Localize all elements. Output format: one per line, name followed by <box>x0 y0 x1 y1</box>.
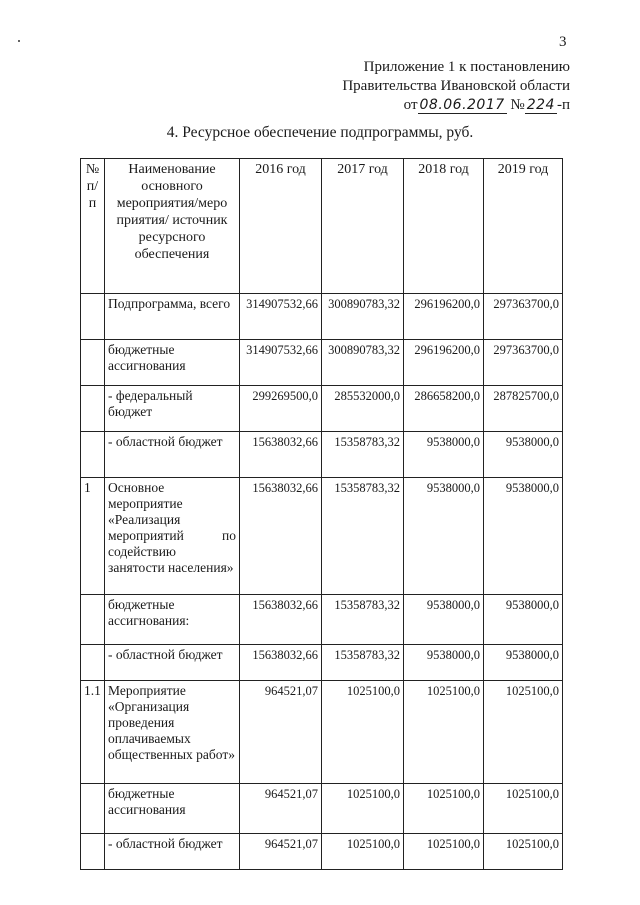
value-2018: 1025100,0 <box>404 681 484 784</box>
value-2019: 9538000,0 <box>484 478 563 595</box>
header-line-2: Правительства Ивановской области <box>342 78 570 94</box>
value-2016: 15638032,66 <box>240 432 322 478</box>
value-2019: 1025100,0 <box>484 834 563 870</box>
value-2018: 1025100,0 <box>404 784 484 834</box>
table-row <box>81 340 563 386</box>
value-2016: 964521,07 <box>240 784 322 834</box>
value-2017: 1025100,0 <box>322 784 404 834</box>
scan-speck <box>18 40 20 42</box>
row-name-part-2: мероприятий по <box>108 528 236 543</box>
header-line-1: Приложение 1 к постановлению <box>363 59 570 75</box>
row-no <box>81 386 105 432</box>
row-name: - областной бюджет <box>105 645 240 681</box>
table-row <box>81 784 563 834</box>
value-2017: 15358783,32 <box>322 645 404 681</box>
table-row <box>81 478 563 595</box>
row-name: бюджетные ассигнования <box>105 340 240 386</box>
row-name: - федеральный бюджет <box>105 386 240 432</box>
header-2018: 2018 год <box>404 159 484 294</box>
value-2019: 1025100,0 <box>484 681 563 784</box>
row-name-part-3: содействию занятости населения» <box>108 544 234 575</box>
value-2019: 297363700,0 <box>484 294 563 340</box>
table-row <box>81 645 563 681</box>
row-name: Подпрограмма, всего <box>105 294 240 340</box>
value-2016: 964521,07 <box>240 681 322 784</box>
section-title: 4. Ресурсное обеспечение подпрограммы, руб. <box>166 124 474 141</box>
value-2016: 15638032,66 <box>240 645 322 681</box>
row-name: Мероприятие «Организация проведения оплачиваемых общественных работ» <box>105 681 240 784</box>
value-2017: 300890783,32 <box>322 340 404 386</box>
value-2019: 1025100,0 <box>484 784 563 834</box>
resource-table <box>80 158 563 870</box>
value-2019: 9538000,0 <box>484 645 563 681</box>
row-name: - областной бюджет <box>105 834 240 870</box>
row-no <box>81 784 105 834</box>
row-no <box>81 294 105 340</box>
value-2017: 15358783,32 <box>322 595 404 645</box>
value-2019: 297363700,0 <box>484 340 563 386</box>
table-row <box>81 681 563 784</box>
value-2016: 15638032,66 <box>240 478 322 595</box>
value-2016: 964521,07 <box>240 834 322 870</box>
row-no <box>81 340 105 386</box>
row-name: бюджетные ассигнования <box>105 784 240 834</box>
value-2016: 314907532,66 <box>240 294 322 340</box>
table-row <box>81 595 563 645</box>
row-name-part-1: Основное мероприятие «Реализация <box>108 480 183 527</box>
value-2019: 9538000,0 <box>484 595 563 645</box>
value-2018: 286658200,0 <box>404 386 484 432</box>
value-2017: 1025100,0 <box>322 681 404 784</box>
value-2016: 299269500,0 <box>240 386 322 432</box>
header-number-sign: № <box>510 97 525 113</box>
row-name: бюджетные ассигнования: <box>105 595 240 645</box>
value-2016: 15638032,66 <box>240 595 322 645</box>
header-number: 224 <box>526 97 555 113</box>
value-2018: 9538000,0 <box>404 645 484 681</box>
row-no <box>81 595 105 645</box>
value-2017: 1025100,0 <box>322 834 404 870</box>
value-2018: 9538000,0 <box>404 432 484 478</box>
table-row <box>81 834 563 870</box>
row-no: 1.1 <box>81 681 105 784</box>
header-name: Наименование основного мероприятия/меро приятия/ источник ресурсного обеспечения <box>105 159 240 294</box>
value-2017: 15358783,32 <box>322 478 404 595</box>
appendix-header <box>342 58 570 115</box>
value-2019: 287825700,0 <box>484 386 563 432</box>
page-number: 3 <box>559 34 567 50</box>
row-no: 1 <box>81 478 105 595</box>
row-no <box>81 645 105 681</box>
row-name <box>105 478 240 595</box>
header-2017: 2017 год <box>322 159 404 294</box>
value-2018: 9538000,0 <box>404 478 484 595</box>
table-row <box>81 386 563 432</box>
value-2017: 15358783,32 <box>322 432 404 478</box>
header-from: от <box>403 97 418 113</box>
table-header-row <box>81 159 563 294</box>
value-2018: 296196200,0 <box>404 294 484 340</box>
value-2018: 1025100,0 <box>404 834 484 870</box>
row-no <box>81 432 105 478</box>
value-2018: 296196200,0 <box>404 340 484 386</box>
header-date: 08.06.2017 <box>419 97 505 113</box>
row-name: - областной бюджет <box>105 432 240 478</box>
table-row <box>81 294 563 340</box>
header-2016: 2016 год <box>240 159 322 294</box>
value-2019: 9538000,0 <box>484 432 563 478</box>
value-2016: 314907532,66 <box>240 340 322 386</box>
header-no: № п/п <box>81 159 105 294</box>
table-row <box>81 432 563 478</box>
value-2017: 300890783,32 <box>322 294 404 340</box>
header-suffix: -п <box>556 97 570 113</box>
row-no <box>81 834 105 870</box>
value-2018: 9538000,0 <box>404 595 484 645</box>
value-2017: 285532000,0 <box>322 386 404 432</box>
header-line-3 <box>342 96 570 115</box>
header-2019: 2019 год <box>484 159 563 294</box>
